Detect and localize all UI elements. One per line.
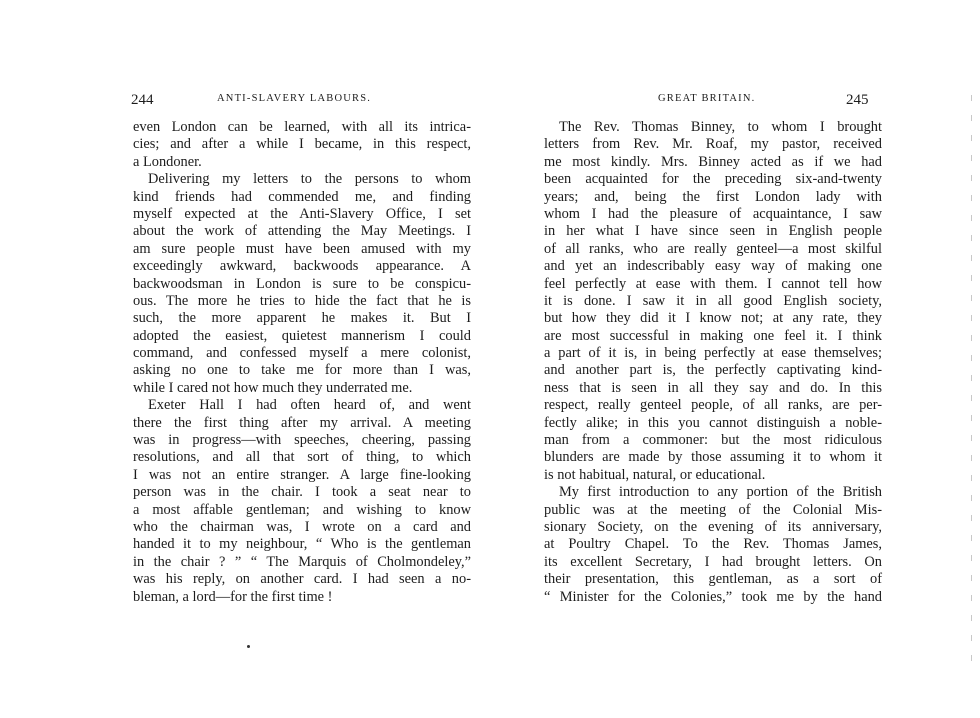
text-line: public was at the meeting of the Colonial Mis- — [544, 501, 882, 518]
text-line: letters from Rev. Mr. Roaf, my pastor, received — [544, 136, 882, 153]
page-body-text — [133, 119, 471, 606]
text-line: whom I had the pleasure of acquaintance, I saw — [544, 205, 882, 222]
text-line: ness that is seen in all they say and do. In this — [544, 379, 882, 396]
text-line: such, the more apparent he makes it. But I — [133, 310, 471, 327]
text-line: feel perfectly at ease with them. I cannot tell how — [544, 275, 882, 292]
text-line: fectly alike; in this you cannot distinguish a noble- — [544, 414, 882, 431]
text-line: in the chair ? ” “ The Marquis of Cholmondeley,” — [133, 553, 471, 570]
text-line: sionary Society, on the evening of its anniversary, — [544, 518, 882, 535]
text-line: was his reply, on another card. I had seen a no- — [133, 571, 471, 588]
text-line: there the first thing after my arrival. A meeting — [133, 414, 471, 431]
page-edge-shadow — [971, 95, 972, 675]
text-line: person was in the chair. I took a seat near to — [133, 484, 471, 501]
running-header: ANTI-SLAVERY LABOURS. — [217, 93, 372, 104]
text-line: cies; and after a while I became, in this respect, — [133, 136, 471, 153]
running-header: GREAT BRITAIN. — [658, 93, 756, 104]
text-line: while I cared not how much they underrated me. — [133, 379, 413, 396]
text-line: The Rev. Thomas Binney, to whom I brought — [559, 119, 882, 135]
right-page — [490, 0, 980, 718]
page-body-text — [544, 119, 882, 606]
text-line: am sure people must have been amused with my — [133, 240, 471, 257]
text-line: of all ranks, who are really genteel—a most skilful — [544, 240, 882, 257]
text-line: its excellent Secretary, I had brought letters. On — [544, 553, 882, 570]
text-line: handed it to my neighbour, “ Who is the gentleman — [133, 536, 471, 553]
text-line: a part of it is, in being perfectly at ease themselves; — [544, 345, 882, 362]
text-line: adopted the easiest, quietest mannerism I could — [133, 327, 471, 344]
text-line: a most affable gentleman; and wishing to know — [133, 501, 471, 518]
text-line: respect, really genteel people, of all ranks, are per- — [544, 397, 882, 414]
text-line: was in progress—with speeches, cheering, passing — [133, 432, 471, 449]
text-line: man from a commoner: but the most ridiculous — [544, 432, 882, 449]
text-line: who the chairman was, I wrote on a card and — [133, 518, 471, 535]
text-line: myself expected at the Anti-Slavery Office, I set — [133, 205, 471, 222]
text-line: Exeter Hall I had often heard of, and went — [148, 397, 471, 414]
text-line: are most successful in making one feel it. I think — [544, 327, 882, 344]
text-line: me most kindly. Mrs. Binney acted as if we had — [544, 153, 882, 170]
text-line: ous. The more he tries to hide the fact that he is — [133, 292, 471, 309]
text-line: and another part is, the perfectly captivating kind- — [544, 362, 882, 379]
text-line: blunders are made by those assuming it to whom it — [544, 449, 882, 466]
text-line: exceedingly awkward, backwoods appearance. A — [133, 258, 471, 275]
text-line: been acquainted for the preceding six-and-twenty — [544, 171, 882, 188]
text-line: a Londoner. — [133, 153, 202, 170]
text-line: in her what I have since seen in English people — [544, 223, 882, 240]
ink-speck — [247, 645, 250, 648]
text-line: command, and confessed myself a mere colonist, — [133, 345, 471, 362]
text-line: years; and, being the first London lady with — [544, 188, 882, 205]
text-line: about the work of attending the May Meetings. I — [133, 223, 471, 240]
text-line: resolutions, and all that sort of thing, to which — [133, 449, 471, 466]
text-line: I was not an entire stranger. A large fine-looking — [133, 466, 471, 483]
text-line: My first introduction to any portion of the British — [559, 484, 882, 501]
text-line: Delivering my letters to the persons to whom — [148, 171, 471, 188]
text-line: and yet an indescribably easy way of making one — [544, 258, 882, 275]
text-line: bleman, a lord—for the first time ! — [133, 588, 333, 605]
text-line: is not habitual, natural, or educational. — [544, 466, 766, 483]
page-number: 245 — [846, 92, 869, 108]
text-line: their presentation, this gentleman, as a sort of — [544, 571, 882, 588]
text-line: even London can be learned, with all its intrica- — [133, 119, 471, 135]
text-line: but how they did it I know not; at any rate, they — [544, 310, 882, 327]
text-line: “ Minister for the Colonies,” took me by the hand — [544, 588, 882, 605]
text-line: asking no one to take me for more than I was, — [133, 362, 471, 379]
page-number: 244 — [131, 92, 154, 108]
text-line: kind friends had commended me, and finding — [133, 188, 471, 205]
text-line: backwoodsman in London is sure to be conspicu- — [133, 275, 471, 292]
text-line: it is done. I saw it in all good English society, — [544, 292, 882, 309]
text-line: at Poultry Chapel. To the Rev. Thomas James, — [544, 536, 882, 553]
